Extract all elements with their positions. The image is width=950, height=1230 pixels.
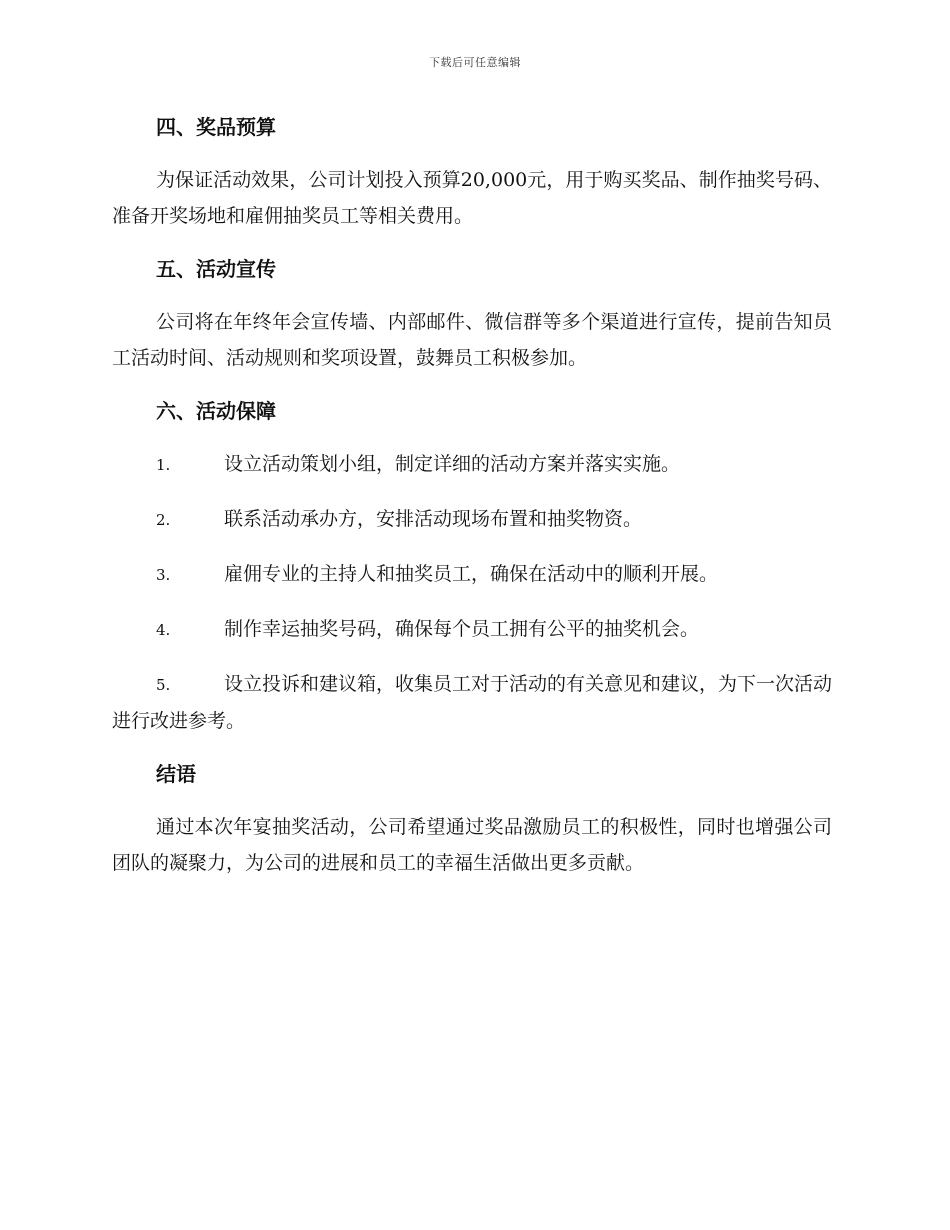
section-heading: 五、活动宣传 [156, 257, 276, 281]
document-body [112, 110, 832, 899]
list-item-number: 2. [156, 511, 171, 529]
list-item-text: 联系活动承办方，安排活动现场布置和抽奖物资。 [224, 508, 643, 530]
section-budget [112, 110, 832, 234]
list-item-text: 制作幸运抽奖号码，确保每个员工拥有公平的抽奖机会。 [224, 618, 700, 640]
section-promotion [112, 252, 832, 376]
list-item [112, 501, 832, 538]
section-paragraph: 为保证活动效果，公司计划投入预算20,000元，用于购买奖品、制作抽奖号码、准备开奖场地和雇佣抽奖员工等相关费用。 [112, 169, 832, 227]
list-item-text: 设立活动策划小组，制定详细的活动方案并落实实施。 [224, 453, 681, 475]
section-conclusion [112, 757, 832, 881]
list-item-number: 4. [156, 621, 171, 639]
list-item-number: 3. [156, 566, 171, 584]
list-item [112, 611, 832, 648]
list-item-text: 设立投诉和建议箱，收集员工对于活动的有关意见和建议，为下一次活动进行改进参考。 [112, 673, 833, 732]
list-item-text: 雇佣专业的主持人和抽奖员工，确保在活动中的顺利开展。 [224, 563, 719, 585]
section-heading: 四、奖品预算 [156, 115, 276, 139]
section-paragraph: 通过本次年宴抽奖活动，公司希望通过奖品激励员工的积极性，同时也增强公司团队的凝聚力，为公司的进展和员工的幸福生活做出更多贡献。 [112, 816, 832, 874]
list-item [112, 556, 832, 593]
section-heading: 结语 [156, 762, 196, 786]
list-item [112, 446, 832, 483]
list-item-number: 5. [156, 676, 171, 694]
section-heading: 六、活动保障 [156, 399, 276, 423]
list-item [112, 666, 832, 739]
section-guarantee [112, 394, 832, 739]
page-header: 下载后可任意编辑 [429, 56, 521, 69]
list-item-number: 1. [156, 456, 171, 474]
section-paragraph: 公司将在年终年会宣传墙、内部邮件、微信群等多个渠道进行宣传，提前告知员工活动时间、活动规则和奖项设置，鼓舞员工积极参加。 [112, 311, 832, 369]
